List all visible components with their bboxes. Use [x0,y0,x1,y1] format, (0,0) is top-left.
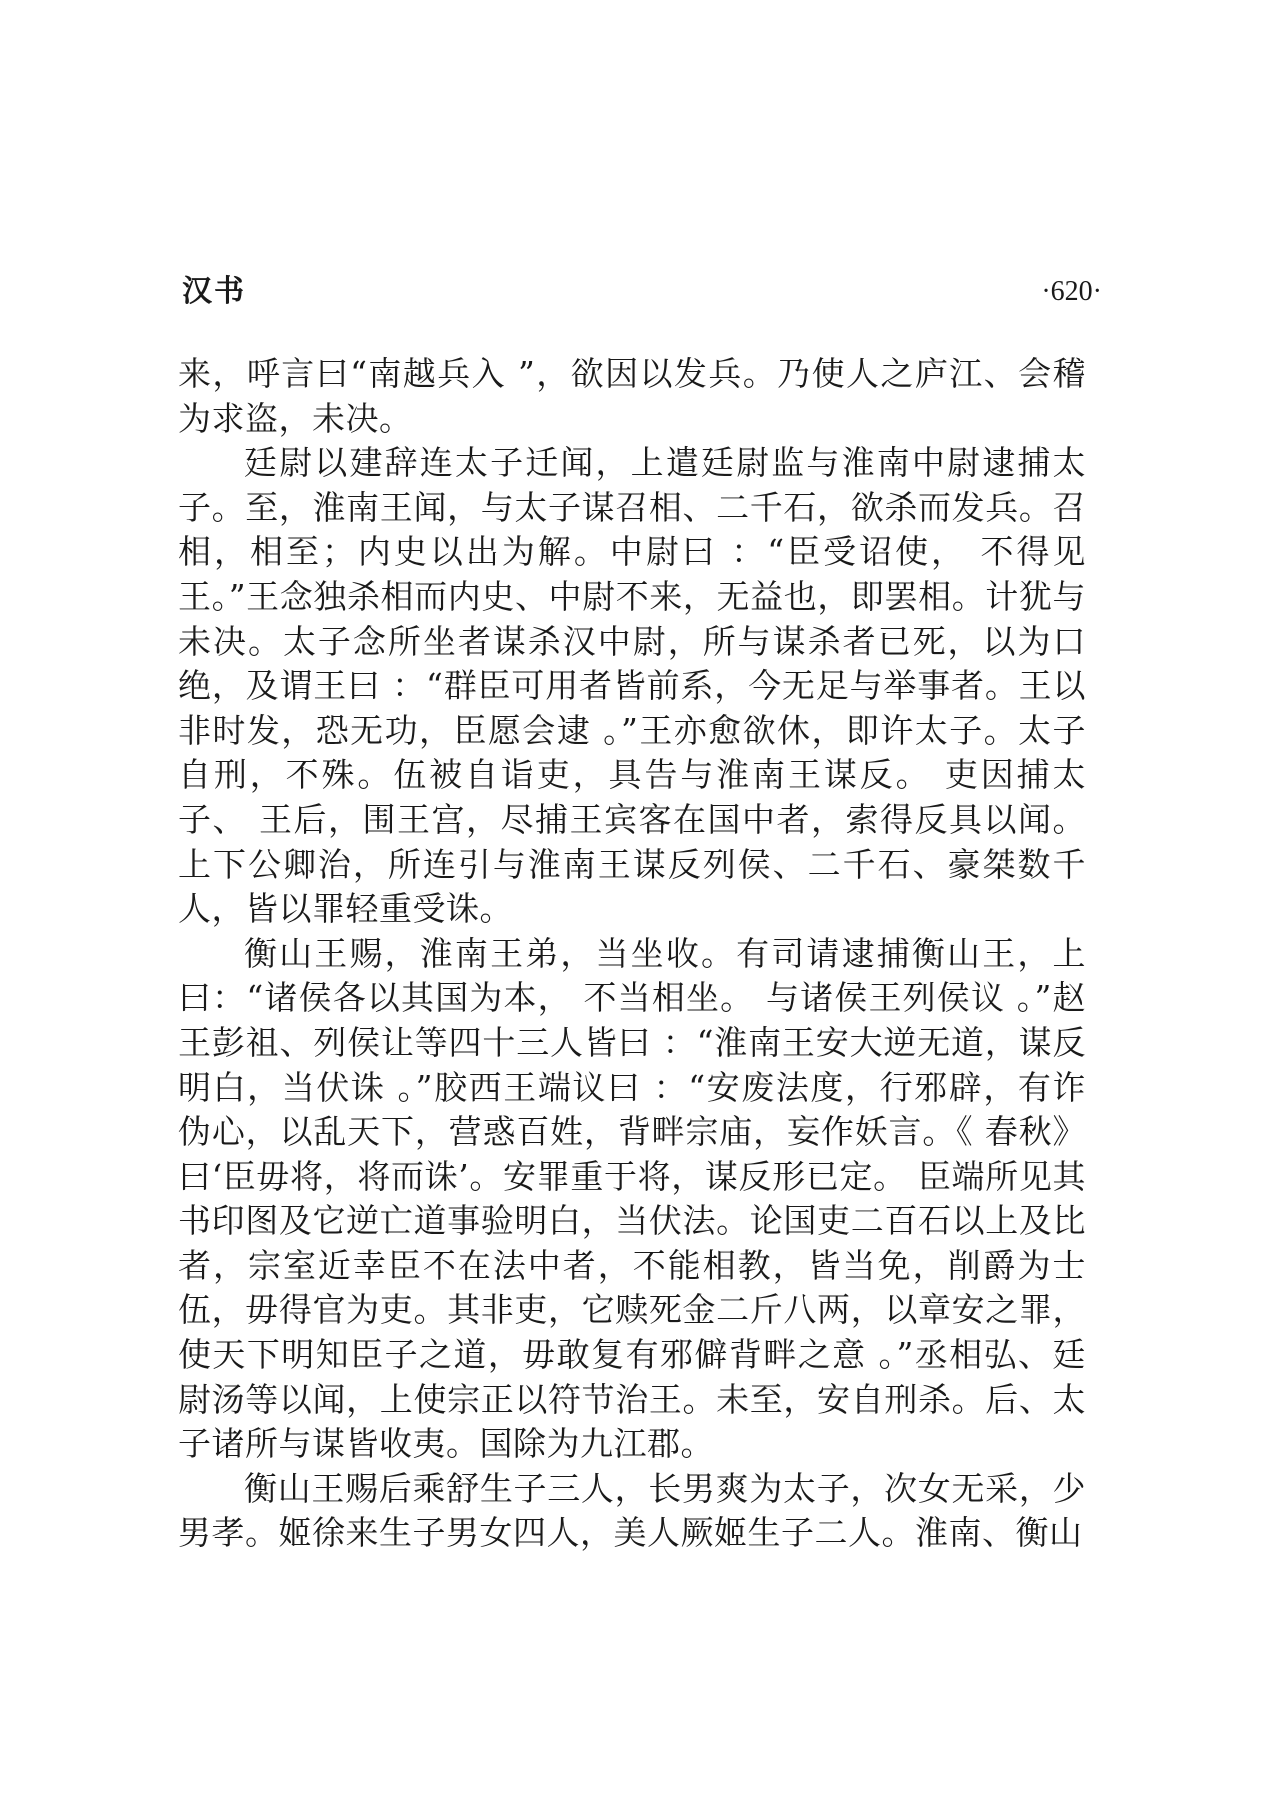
page-header [182,270,1102,320]
paragraph-continuation: 来，呼言曰“南越兵入 ”，欲因以发兵。乃使人之庐江、会稽为求盗，未决。 [178,354,1086,438]
paragraph-arrest-of-crown-prince: 廷尉以建辞连太子迁闻，上遣廷尉监与淮南中尉逮捕太子。至，淮南王闻，与太子谋召相、二千石，欲杀而发兵。召相，相至；内史以出为解。中尉曰 ：“臣受诏使， 不得见王。”王念独杀相而内史、中尉不来，无益也，即罢相。计犹与未决。太子念所坐者谋杀汉中尉，所与谋杀者已死，以为口绝，及谓王曰 ：“群臣可用者皆前系，今无足与举事者。王以非时发，恐无功，臣愿会逮 。”王亦愈欲休，即许太子。太子自刑，不殊。伍被自诣吏，具告与淮南王谋反。 吏因捕太子、 王后，围王宫，尽捕王宾客在国中者，索得反具以闻。上下公卿治，所连引与淮南王谋反列侯、二千石、豪桀数千人，皆以罪轻重受诛。 [178,443,1086,929]
running-head-title: 汉书 [182,274,246,309]
page-number: ·620· [1041,276,1102,307]
paragraph-hengshan-king-trial: 衡山王赐，淮南王弟，当坐收。有司请逮捕衡山王，上曰：“诸侯各以其国为本， 不当相坐。 与诸侯王列侯议 。”赵王彭祖、列侯让等四十三人皆曰 ：“淮南王安大逆无道，谋反明白，当伏诛 。”胶西王端议曰 ：“安废法度，行邪辟，有诈伪心，以乱天下，营惑百姓，背畔宗庙，妄作妖言。《 春秋》曰‘臣毋将，将而诛’。安罪重于将，谋反形已定。 臣端所见其书印图及它逆亡道事验明白，当伏法。论国吏二百石以上及比者，宗室近幸臣不在法中者，不能相教，皆当免，削爵为士伍，毋得官为吏。其非吏，它赎死金二斤八两，以章安之罪，使天下明知臣子之道，毋敢复有邪僻背畔之意 。”丞相弘、廷尉汤等以闻，上使宗正以符节治王。未至，安自刑杀。后、太子诸所与谋皆收夷。国除为九江郡。 [178,933,1086,1464]
paragraph-hengshan-king-family: 衡山王赐后乘舒生子三人，长男爽为太子，次女无采，少男孝。姬徐来生子男女四人，美人厥姬生子二人。淮南、衡山 [178,1468,1086,1553]
body-text [178,352,1086,1556]
